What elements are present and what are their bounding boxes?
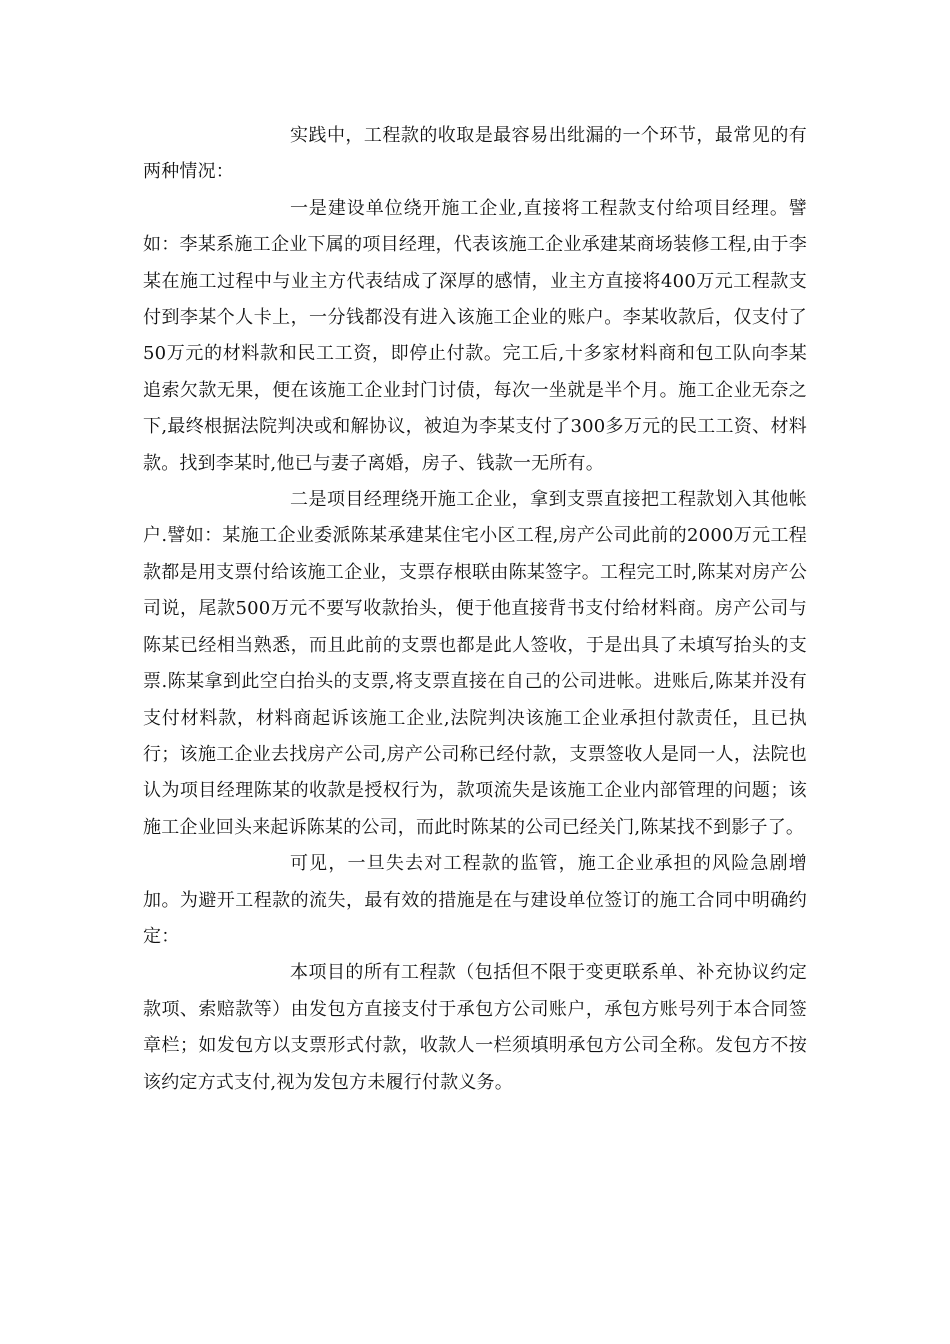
paragraph-case-one: 一是建设单位绕开施工企业,直接将工程款支付给项目经理。譬如：李某系施工企业下属的项目经理，代表该施工企业承建某商场装修工程,由于李某在施工过程中与业主方代表结成了深厚的感情，业主方直接将400万元工程款支付到李某个人卡上，一分钱都没有进入该施工企业的账户。李某收款后，仅支付了50万元的材料款和民工工资，即停止付款。完工后,十多家材料商和包工队向李某追索欠款无果，便在该施工企业封门讨债，每次一坐就是半个月。施工企业无奈之下,最终根据法院判决或和解协议，被迫为李某支付了300多万元的民工工资、材料款。找到李某时,他已与妻子离婚，房子、钱款一无所有。 (143, 197, 807, 474)
paragraph-case-two: 二是项目经理绕开施工企业，拿到支票直接把工程款划入其他帐户.譬如：某施工企业委派陈某承建某住宅小区工程,房产公司此前的2000万元工程款都是用支票付给该施工企业，支票存根联由陈某签字。工程完工时,陈某对房产公司说，尾款500万元不要写收款抬头，便于他直接背书支付给材料商。房产公司与陈某已经相当熟悉，而且此前的支票也都是此人签收，于是出具了未填写抬头的支票.陈某拿到此空白抬头的支票,将支票直接在自己的公司进帐。进账后,陈某并没有支付材料款，材料商起诉该施工企业,法院判决该施工企业承担付款责任，且已执行；该施工企业去找房产公司,房产公司称已经付款，支票签收人是同一人，法院也认为项目经理陈某的收款是授权行为，款项流失是该施工企业内部管理的问题；该施工企业回头来起诉陈某的公司，而此时陈某的公司已经关门,陈某找不到影子了。 (143, 489, 807, 838)
paragraph-intro: 实践中，工程款的收取是最容易出纰漏的一个环节，最常见的有两种情况： (143, 125, 807, 183)
document-body (143, 118, 807, 1101)
paragraph-conclusion: 可见，一旦失去对工程款的监管，施工企业承担的风险急剧增加。为避开工程款的流失，最有效的措施是在与建设单位签订的施工合同中明确约定： (143, 853, 807, 947)
paragraph-contract-clause: 本项目的所有工程款（包括但不限于变更联系单、补充协议约定款项、索赔款等）由发包方直接支付于承包方公司账户，承包方账号列于本合同签章栏；如发包方以支票形式付款，收款人一栏须填明承包方公司全称。发包方不按该约定方式支付,视为发包方未履行付款义务。 (143, 962, 807, 1093)
